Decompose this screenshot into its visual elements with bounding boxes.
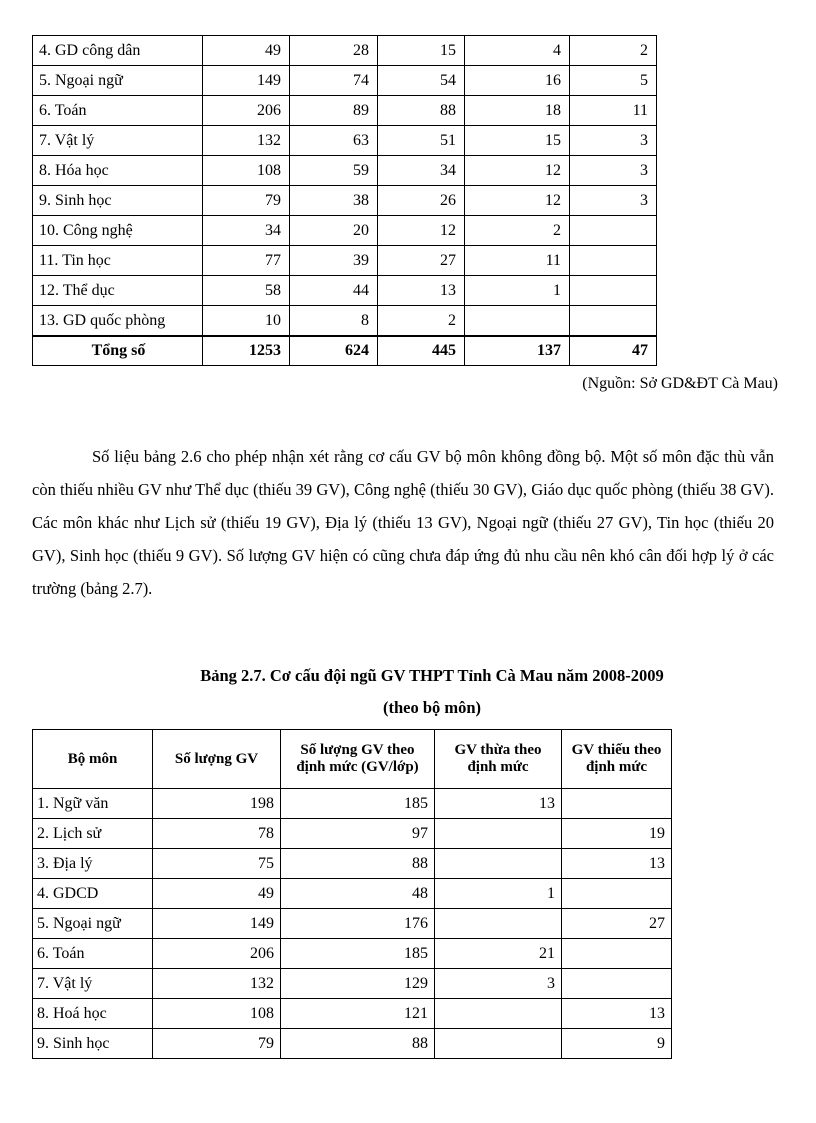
- value-cell: [570, 246, 657, 276]
- table-row: [33, 999, 672, 1029]
- value-cell: 16: [465, 66, 570, 96]
- total-value: 137: [465, 336, 570, 366]
- value-cell: 121: [281, 999, 435, 1029]
- value-cell: 132: [203, 126, 290, 156]
- value-cell: 149: [203, 66, 290, 96]
- value-cell: [435, 999, 562, 1029]
- table-row: [33, 186, 657, 216]
- value-cell: 12: [378, 216, 465, 246]
- subject-cell: 6. Toán: [33, 939, 153, 969]
- value-cell: 3: [570, 156, 657, 186]
- value-cell: 34: [378, 156, 465, 186]
- value-cell: 21: [435, 939, 562, 969]
- table-row: [33, 276, 657, 306]
- value-cell: 48: [281, 879, 435, 909]
- value-cell: [562, 879, 672, 909]
- table-row: [33, 36, 657, 66]
- value-cell: 1: [465, 276, 570, 306]
- value-cell: 88: [281, 1029, 435, 1059]
- value-cell: 3: [435, 969, 562, 999]
- subject-cell: 1. Ngữ văn: [33, 789, 153, 819]
- value-cell: 4: [465, 36, 570, 66]
- value-cell: 13: [378, 276, 465, 306]
- subject-cell: 2. Lịch sử: [33, 819, 153, 849]
- table-row: [33, 126, 657, 156]
- value-cell: 198: [153, 789, 281, 819]
- table-2-7-subcaption: (theo bộ môn): [382, 698, 482, 717]
- column-header: Bộ môn: [33, 730, 153, 789]
- subject-cell: 6. Toán: [33, 96, 203, 126]
- value-cell: 185: [281, 939, 435, 969]
- value-cell: 13: [435, 789, 562, 819]
- paragraph-text: Số liệu bảng 2.6 cho phép nhận xét rằng cơ cấu GV bộ môn không đồng bộ. Một số môn đặc thù vẫn còn thiếu nhiều GV như Thể dục (thiếu 39 GV), Công nghệ (thiếu 30 GV), Giáo dục quốc phòng (thiếu 38 GV). Các môn khác như Lịch sử (thiếu 19 GV), Địa lý (thiếu 13 GV), Ngoại ngữ (thiếu 27 GV), Tin học (thiếu 20 GV), Sinh học (thiếu 9 GV). Số lượng GV hiện có cũng chưa đáp ứng đủ nhu cầu nên khó cân đối hợp lý ở các trường (bảng 2.7).: [32, 447, 774, 598]
- value-cell: 11: [465, 246, 570, 276]
- total-label: Tổng số: [33, 336, 203, 366]
- subject-cell: 3. Địa lý: [33, 849, 153, 879]
- value-cell: 58: [203, 276, 290, 306]
- table-row: [33, 909, 672, 939]
- subject-cell: 5. Ngoại ngữ: [33, 909, 153, 939]
- value-cell: 8: [290, 306, 378, 337]
- value-cell: 79: [153, 1029, 281, 1059]
- table-2-7: [32, 729, 672, 1059]
- value-cell: 108: [203, 156, 290, 186]
- value-cell: 27: [378, 246, 465, 276]
- value-cell: [562, 789, 672, 819]
- value-cell: [435, 909, 562, 939]
- value-cell: [562, 969, 672, 999]
- value-cell: 12: [465, 186, 570, 216]
- table-row: [33, 306, 657, 337]
- value-cell: 1: [435, 879, 562, 909]
- value-cell: 176: [281, 909, 435, 939]
- value-cell: 5: [570, 66, 657, 96]
- value-cell: [570, 276, 657, 306]
- value-cell: 15: [378, 36, 465, 66]
- value-cell: 74: [290, 66, 378, 96]
- table-row: [33, 96, 657, 126]
- column-header: Số lượng GV: [153, 730, 281, 789]
- value-cell: 19: [562, 819, 672, 849]
- subject-cell: 12. Thể dục: [33, 276, 203, 306]
- value-cell: 206: [203, 96, 290, 126]
- value-cell: 88: [281, 849, 435, 879]
- value-cell: 13: [562, 849, 672, 879]
- subject-cell: 7. Vật lý: [33, 126, 203, 156]
- value-cell: 97: [281, 819, 435, 849]
- table-row: [33, 66, 657, 96]
- value-cell: 28: [290, 36, 378, 66]
- value-cell: 15: [465, 126, 570, 156]
- value-cell: [465, 306, 570, 337]
- column-header: GV thừa theo định mức: [435, 730, 562, 789]
- value-cell: 49: [203, 36, 290, 66]
- value-cell: 34: [203, 216, 290, 246]
- value-cell: 54: [378, 66, 465, 96]
- table-row: [33, 879, 672, 909]
- value-cell: 59: [290, 156, 378, 186]
- subject-cell: 4. GDCD: [33, 879, 153, 909]
- value-cell: 185: [281, 789, 435, 819]
- table-row: [33, 819, 672, 849]
- value-cell: 3: [570, 186, 657, 216]
- subject-cell: 9. Sinh học: [33, 186, 203, 216]
- total-value: 445: [378, 336, 465, 366]
- value-cell: 11: [570, 96, 657, 126]
- value-cell: 20: [290, 216, 378, 246]
- value-cell: 13: [562, 999, 672, 1029]
- value-cell: 149: [153, 909, 281, 939]
- table-row: [33, 939, 672, 969]
- value-cell: [562, 939, 672, 969]
- total-value: 47: [570, 336, 657, 366]
- subject-cell: 4. GD công dân: [33, 36, 203, 66]
- value-cell: [570, 216, 657, 246]
- column-header: GV thiếu theo định mức: [562, 730, 672, 789]
- value-cell: 44: [290, 276, 378, 306]
- table-2-7-caption: Bảng 2.7. Cơ cấu đội ngũ GV THPT Tỉnh Cà Mau năm 2008-2009: [200, 666, 664, 685]
- value-cell: 38: [290, 186, 378, 216]
- value-cell: 108: [153, 999, 281, 1029]
- value-cell: 39: [290, 246, 378, 276]
- value-cell: [435, 1029, 562, 1059]
- value-cell: 26: [378, 186, 465, 216]
- value-cell: [435, 849, 562, 879]
- value-cell: 88: [378, 96, 465, 126]
- subject-cell: 8. Hóa học: [33, 156, 203, 186]
- source-note: (Nguồn: Sở GD&ĐT Cà Mau): [582, 375, 778, 392]
- subject-cell: 8. Hoá học: [33, 999, 153, 1029]
- table-row: [33, 216, 657, 246]
- value-cell: 132: [153, 969, 281, 999]
- column-header: Số lượng GV theo định mức (GV/lớp): [281, 730, 435, 789]
- value-cell: 27: [562, 909, 672, 939]
- subject-cell: 13. GD quốc phòng: [33, 306, 203, 337]
- total-value: 624: [290, 336, 378, 366]
- table-row: [33, 156, 657, 186]
- value-cell: 2: [378, 306, 465, 337]
- value-cell: 2: [570, 36, 657, 66]
- value-cell: 206: [153, 939, 281, 969]
- value-cell: 75: [153, 849, 281, 879]
- value-cell: 3: [570, 126, 657, 156]
- value-cell: 78: [153, 819, 281, 849]
- table-row: [33, 1029, 672, 1059]
- value-cell: 9: [562, 1029, 672, 1059]
- subject-cell: 9. Sinh học: [33, 1029, 153, 1059]
- value-cell: [570, 306, 657, 337]
- value-cell: 129: [281, 969, 435, 999]
- table-row: [33, 849, 672, 879]
- subject-cell: 10. Công nghệ: [33, 216, 203, 246]
- value-cell: 12: [465, 156, 570, 186]
- value-cell: 79: [203, 186, 290, 216]
- value-cell: 2: [465, 216, 570, 246]
- value-cell: 49: [153, 879, 281, 909]
- subject-cell: 5. Ngoại ngữ: [33, 66, 203, 96]
- total-value: 1253: [203, 336, 290, 366]
- table-row: [33, 969, 672, 999]
- total-row: [33, 336, 657, 366]
- body-paragraph: [32, 440, 774, 605]
- value-cell: 51: [378, 126, 465, 156]
- value-cell: 10: [203, 306, 290, 337]
- table-row: [33, 789, 672, 819]
- subject-cell: 11. Tin học: [33, 246, 203, 276]
- value-cell: 77: [203, 246, 290, 276]
- value-cell: [435, 819, 562, 849]
- table-row: [33, 246, 657, 276]
- subject-cell: 7. Vật lý: [33, 969, 153, 999]
- value-cell: 18: [465, 96, 570, 126]
- table-2-6-continuation: [32, 35, 657, 366]
- value-cell: 63: [290, 126, 378, 156]
- table-header-row: [33, 730, 672, 789]
- value-cell: 89: [290, 96, 378, 126]
